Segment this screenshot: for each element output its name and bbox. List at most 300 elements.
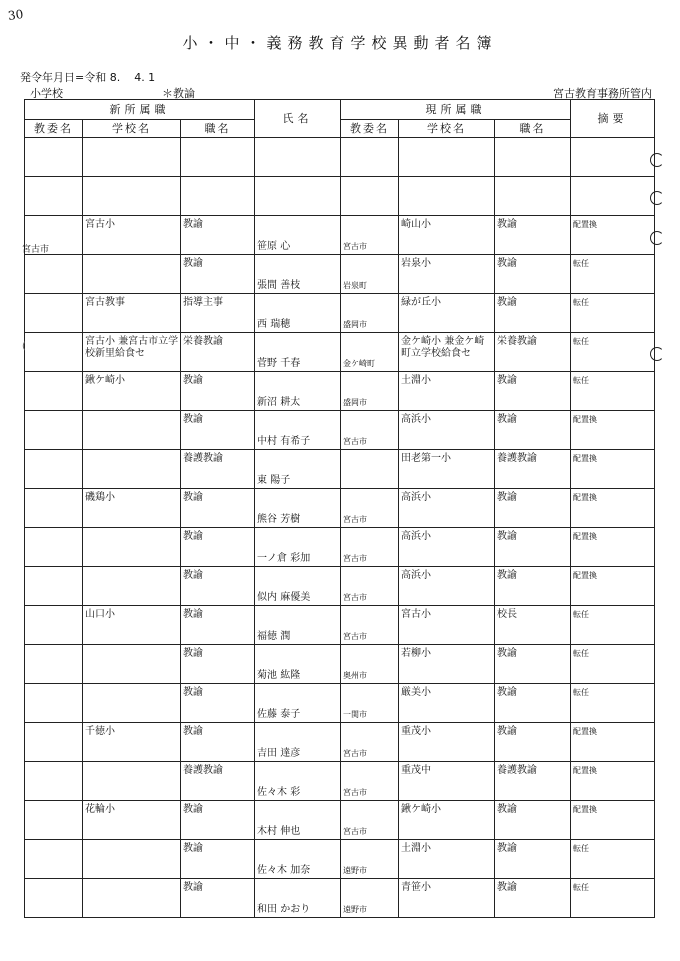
cell-new-position: [181, 216, 255, 255]
cell-current-board: [341, 606, 399, 645]
current-school-text: 岩泉小: [401, 258, 432, 269]
name-text: 福徳 潤: [257, 631, 291, 642]
new-position-text: 教諭: [183, 258, 203, 269]
name-text: 木村 伸也: [257, 826, 301, 837]
cell-name: [255, 840, 341, 879]
new-position-text: 教諭: [183, 414, 203, 425]
new-school-text: 花輪小: [85, 804, 115, 815]
cell-new-school: [83, 489, 181, 528]
table-row: [25, 489, 655, 528]
table-row: [25, 294, 655, 333]
cell-remarks: [571, 801, 655, 840]
remarks-text: 転任: [573, 259, 590, 268]
current-board-text: 宮古市: [343, 749, 368, 758]
cell-current-school: [399, 762, 495, 801]
name-text: 張間 善枝: [257, 280, 301, 291]
cell-current-position: [495, 606, 571, 645]
cell-current-board: [341, 801, 399, 840]
current-position-text: 養護教諭: [497, 453, 538, 464]
table-row: [25, 138, 655, 177]
new-school-text: 宮古小: [85, 219, 115, 230]
binder-hole-icon: [650, 153, 664, 167]
remarks-text: 配置換: [573, 727, 598, 736]
cell-current-school: [399, 138, 495, 177]
header-new-board: 教委名: [25, 120, 83, 138]
corner-note: 30: [7, 7, 25, 23]
name-text: 吉田 達彦: [257, 748, 301, 759]
current-board-text: 一関市: [343, 710, 368, 719]
cell-new-school: [83, 138, 181, 177]
cell-name: [255, 294, 341, 333]
cell-new-school: [83, 255, 181, 294]
header-new-school: 学校名: [83, 120, 181, 138]
new-position-text: 教諭: [183, 375, 203, 386]
current-school-text: 宮古小: [401, 609, 432, 620]
new-position-text: 教諭: [183, 609, 203, 620]
cell-new-position: [181, 645, 255, 684]
cell-remarks: [571, 255, 655, 294]
current-board-text: 岩泉町: [343, 281, 368, 290]
cell-current-position: [495, 528, 571, 567]
issue-date: 発令年月日=令和 8. 4. 1: [20, 71, 156, 84]
cell-new-school: [83, 567, 181, 606]
cell-current-school: [399, 684, 495, 723]
cell-new-board: [25, 372, 83, 411]
cell-new-school: [83, 606, 181, 645]
cell-new-school: [83, 333, 181, 372]
cell-name: [255, 684, 341, 723]
cell-current-school: [399, 528, 495, 567]
cell-new-position: [181, 489, 255, 528]
cell-new-position: [181, 411, 255, 450]
cell-current-position: [495, 801, 571, 840]
header-new-position: 職名: [181, 120, 255, 138]
table-row: [25, 528, 655, 567]
current-school-text: 高浜小: [401, 492, 432, 503]
cell-new-board: [25, 684, 83, 723]
cell-current-school: [399, 177, 495, 216]
cell-current-board: [341, 489, 399, 528]
binder-hole-icon: [650, 231, 664, 245]
name-text: 西 瑞穂: [257, 319, 291, 330]
current-school-text: 高浜小: [401, 414, 432, 425]
transfer-roster-table: [24, 99, 655, 918]
cell-new-school: [83, 840, 181, 879]
cell-current-board: [341, 372, 399, 411]
current-board-text: 宮古市: [343, 437, 368, 446]
cell-new-board: [25, 801, 83, 840]
cell-current-school: [399, 411, 495, 450]
cell-remarks: [571, 879, 655, 918]
cell-current-school: [399, 294, 495, 333]
current-position-text: 養護教諭: [497, 765, 538, 776]
cell-current-position: [495, 840, 571, 879]
current-school-text: 土淵小: [401, 843, 432, 854]
cell-current-board: [341, 294, 399, 333]
paren-mark: (: [22, 341, 26, 352]
remarks-text: 配置換: [573, 532, 598, 541]
cell-current-position: [495, 879, 571, 918]
cell-name: [255, 762, 341, 801]
cell-current-position: [495, 255, 571, 294]
cell-new-board: [25, 762, 83, 801]
cell-current-board: [341, 762, 399, 801]
new-school-text: 鍬ケ崎小: [85, 375, 125, 386]
current-board-text: 宮古市: [343, 242, 368, 251]
header-current-assignment: 現所属職: [341, 100, 571, 120]
cell-current-school: [399, 723, 495, 762]
cell-current-school: [399, 255, 495, 294]
name-text: 佐々木 彩: [257, 787, 301, 798]
table-row: [25, 840, 655, 879]
cell-current-school: [399, 333, 495, 372]
table-row: [25, 372, 655, 411]
new-position-text: 教諭: [183, 843, 203, 854]
table-row: [25, 177, 655, 216]
cell-new-school: [83, 723, 181, 762]
cell-new-position: [181, 723, 255, 762]
cell-new-board: [25, 645, 83, 684]
current-position-text: 教諭: [497, 297, 518, 308]
remarks-text: 配置換: [573, 493, 598, 502]
cell-current-position: [495, 333, 571, 372]
cell-current-school: [399, 450, 495, 489]
cell-new-position: [181, 528, 255, 567]
side-label-miyako: 宮古市: [22, 245, 50, 255]
current-school-text: 鍬ケ崎小: [401, 804, 442, 815]
document-title: 小・中・義務教育学校異動者名簿: [182, 34, 498, 52]
cell-current-board: [341, 723, 399, 762]
cell-new-board: [25, 840, 83, 879]
cell-new-position: [181, 333, 255, 372]
cell-current-school: [399, 801, 495, 840]
cell-new-board: [25, 567, 83, 606]
current-position-text: 教諭: [497, 492, 518, 503]
cell-name: [255, 645, 341, 684]
cell-current-position: [495, 489, 571, 528]
current-board-text: 盛岡市: [343, 398, 368, 407]
current-school-text: 高浜小: [401, 570, 432, 581]
cell-name: [255, 216, 341, 255]
current-board-text: 遠野市: [343, 866, 368, 875]
cell-current-board: [341, 528, 399, 567]
new-position-text: 教諭: [183, 804, 203, 815]
cell-current-board: [341, 645, 399, 684]
current-position-text: 栄養教諭: [497, 336, 538, 347]
cell-name: [255, 138, 341, 177]
remarks-text: 転任: [573, 337, 590, 346]
current-board-text: 金ケ崎町: [343, 359, 376, 368]
table-row: [25, 216, 655, 255]
current-board-text: 宮古市: [343, 554, 368, 563]
current-board-text: 宮古市: [343, 788, 368, 797]
current-school-text: 厳美小: [401, 687, 432, 698]
cell-current-board: [341, 879, 399, 918]
cell-current-board: [341, 450, 399, 489]
table-row: [25, 684, 655, 723]
cell-new-school: [83, 177, 181, 216]
cell-current-position: [495, 177, 571, 216]
cell-new-position: [181, 294, 255, 333]
current-school-text: 金ケ崎小 兼金ケ崎町立学校給食セ: [401, 336, 485, 359]
cell-remarks: [571, 762, 655, 801]
table-row: [25, 645, 655, 684]
table-row: [25, 333, 655, 372]
current-board-text: 宮古市: [343, 827, 368, 836]
cell-current-position: [495, 645, 571, 684]
current-position-text: 教諭: [497, 726, 518, 737]
name-text: 似内 麻優美: [257, 592, 311, 603]
new-position-text: 養護教諭: [183, 453, 223, 464]
current-position-text: 校長: [497, 609, 518, 620]
remarks-text: 転任: [573, 688, 590, 697]
remarks-text: 転任: [573, 610, 590, 619]
cell-new-board: [25, 333, 83, 372]
current-board-text: 宮古市: [343, 515, 368, 524]
new-position-text: 教諭: [183, 570, 203, 581]
current-school-text: 若柳小: [401, 648, 432, 659]
remarks-text: 配置換: [573, 454, 598, 463]
binder-hole-icon: [650, 347, 664, 361]
current-position-text: 教諭: [497, 219, 518, 230]
cell-current-school: [399, 216, 495, 255]
cell-new-school: [83, 762, 181, 801]
cell-remarks: [571, 294, 655, 333]
remarks-text: 配置換: [573, 220, 598, 229]
table-row: [25, 255, 655, 294]
cell-new-board: [25, 489, 83, 528]
cell-current-board: [341, 333, 399, 372]
cell-new-position: [181, 177, 255, 216]
cell-new-school: [83, 216, 181, 255]
cell-current-school: [399, 567, 495, 606]
new-position-text: 教諭: [183, 726, 203, 737]
cell-name: [255, 489, 341, 528]
remarks-text: 転任: [573, 649, 590, 658]
current-board-text: 盛岡市: [343, 320, 368, 329]
cell-new-board: [25, 294, 83, 333]
current-school-text: 土淵小: [401, 375, 432, 386]
cell-new-position: [181, 138, 255, 177]
cell-remarks: [571, 138, 655, 177]
current-position-text: 教諭: [497, 258, 518, 269]
current-position-text: 教諭: [497, 882, 518, 893]
cell-new-position: [181, 450, 255, 489]
cell-remarks: [571, 684, 655, 723]
cell-new-school: [83, 684, 181, 723]
cell-current-board: [341, 216, 399, 255]
jurisdiction-label: 宮古教育事務所管内: [553, 87, 652, 100]
new-position-text: 教諭: [183, 648, 203, 659]
header-name: 氏名: [255, 100, 341, 138]
cell-current-school: [399, 645, 495, 684]
current-school-text: 重茂小: [401, 726, 432, 737]
cell-remarks: [571, 567, 655, 606]
cell-current-board: [341, 411, 399, 450]
name-text: 熊谷 芳樹: [257, 514, 301, 525]
remarks-text: 転任: [573, 844, 590, 853]
cell-current-board: [341, 255, 399, 294]
table-row: [25, 606, 655, 645]
cell-current-position: [495, 216, 571, 255]
cell-new-board: [25, 138, 83, 177]
remarks-text: 配置換: [573, 805, 598, 814]
cell-current-school: [399, 840, 495, 879]
new-school-text: 磯鶏小: [85, 492, 115, 503]
current-position-text: 教諭: [497, 687, 518, 698]
cell-current-position: [495, 684, 571, 723]
cell-current-school: [399, 879, 495, 918]
current-board-text: 宮古市: [343, 593, 368, 602]
table-row: [25, 450, 655, 489]
cell-current-position: [495, 411, 571, 450]
cell-new-board: [25, 450, 83, 489]
cell-new-position: [181, 567, 255, 606]
new-school-text: 山口小: [85, 609, 115, 620]
current-school-text: 緑が丘小: [401, 297, 442, 308]
cell-name: [255, 450, 341, 489]
cell-current-position: [495, 723, 571, 762]
cell-current-position: [495, 138, 571, 177]
new-position-text: 指導主事: [183, 297, 223, 308]
cell-name: [255, 801, 341, 840]
remarks-text: 転任: [573, 298, 590, 307]
cell-new-school: [83, 294, 181, 333]
remarks-text: 配置換: [573, 415, 598, 424]
cell-current-position: [495, 567, 571, 606]
cell-new-board: [25, 606, 83, 645]
cell-name: [255, 372, 341, 411]
remarks-text: 転任: [573, 376, 590, 385]
cell-current-board: [341, 567, 399, 606]
cell-name: [255, 567, 341, 606]
cell-current-board: [341, 684, 399, 723]
cell-remarks: [571, 450, 655, 489]
header-remarks: 摘要: [571, 100, 655, 138]
cell-name: [255, 606, 341, 645]
cell-current-position: [495, 372, 571, 411]
new-position-text: 教諭: [183, 492, 203, 503]
table-row: [25, 411, 655, 450]
table-row: [25, 723, 655, 762]
cell-new-board: [25, 255, 83, 294]
current-position-text: 教諭: [497, 570, 518, 581]
name-text: 東 陽子: [257, 475, 291, 486]
cell-new-board: [25, 177, 83, 216]
cell-current-position: [495, 294, 571, 333]
cell-new-school: [83, 645, 181, 684]
cell-remarks: [571, 840, 655, 879]
cell-new-position: [181, 762, 255, 801]
new-position-text: 教諭: [183, 882, 203, 893]
table-row: [25, 879, 655, 918]
name-text: 一ノ倉 彩加: [257, 553, 311, 564]
table-row: [25, 801, 655, 840]
cell-remarks: [571, 411, 655, 450]
cell-new-position: [181, 879, 255, 918]
name-text: 菅野 千春: [257, 358, 301, 369]
current-position-text: 教諭: [497, 648, 518, 659]
current-position-text: 教諭: [497, 414, 518, 425]
current-school-text: 崎山小: [401, 219, 432, 230]
name-text: 菊池 紘隆: [257, 670, 301, 681]
table-row: [25, 567, 655, 606]
current-board-text: 奥州市: [343, 671, 368, 680]
header-current-school: 学校名: [399, 120, 495, 138]
current-position-text: 教諭: [497, 804, 518, 815]
cell-new-position: [181, 801, 255, 840]
name-text: 中村 有希子: [257, 436, 311, 447]
cell-new-board: [25, 723, 83, 762]
current-school-text: 高浜小: [401, 531, 432, 542]
cell-current-board: [341, 138, 399, 177]
name-text: 佐藤 泰子: [257, 709, 301, 720]
school-type-label: 小学校: [30, 87, 63, 100]
current-position-text: 教諭: [497, 531, 518, 542]
new-school-text: 宮古小 兼宮古市立学校新里給食セ: [85, 336, 179, 359]
cell-remarks: [571, 216, 655, 255]
name-text: 新沼 耕太: [257, 397, 301, 408]
cell-new-position: [181, 684, 255, 723]
header-current-position: 職名: [495, 120, 571, 138]
remarks-text: 転任: [573, 883, 590, 892]
cell-new-school: [83, 450, 181, 489]
cell-current-board: [341, 840, 399, 879]
position-note: ＊教論: [162, 87, 195, 100]
new-school-text: 宮古教事: [85, 297, 125, 308]
new-position-text: 教諭: [183, 219, 203, 230]
cell-remarks: [571, 528, 655, 567]
binder-hole-icon: [650, 191, 664, 205]
cell-remarks: [571, 333, 655, 372]
cell-current-board: [341, 177, 399, 216]
cell-new-position: [181, 840, 255, 879]
cell-new-school: [83, 372, 181, 411]
cell-new-school: [83, 801, 181, 840]
new-position-text: 教諭: [183, 531, 203, 542]
new-school-text: 千徳小: [85, 726, 115, 737]
cell-new-school: [83, 411, 181, 450]
name-text: 笹原 心: [257, 241, 291, 252]
cell-remarks: [571, 606, 655, 645]
cell-name: [255, 411, 341, 450]
current-board-text: 宮古市: [343, 632, 368, 641]
header-current-board: 教委名: [341, 120, 399, 138]
cell-remarks: [571, 723, 655, 762]
current-school-text: 田老第一小: [401, 453, 452, 464]
cell-name: [255, 333, 341, 372]
cell-name: [255, 723, 341, 762]
cell-new-board: [25, 411, 83, 450]
current-board-text: 遠野市: [343, 905, 368, 914]
new-position-text: 教諭: [183, 687, 203, 698]
cell-name: [255, 255, 341, 294]
current-school-text: 青笹小: [401, 882, 432, 893]
cell-remarks: [571, 177, 655, 216]
cell-remarks: [571, 372, 655, 411]
cell-name: [255, 177, 341, 216]
name-text: 佐々木 加奈: [257, 865, 311, 876]
cell-new-board: [25, 879, 83, 918]
cell-current-school: [399, 372, 495, 411]
cell-name: [255, 528, 341, 567]
cell-current-position: [495, 762, 571, 801]
cell-new-school: [83, 879, 181, 918]
new-position-text: 養護教諭: [183, 765, 223, 776]
cell-new-school: [83, 528, 181, 567]
cell-new-position: [181, 372, 255, 411]
table-row: [25, 762, 655, 801]
